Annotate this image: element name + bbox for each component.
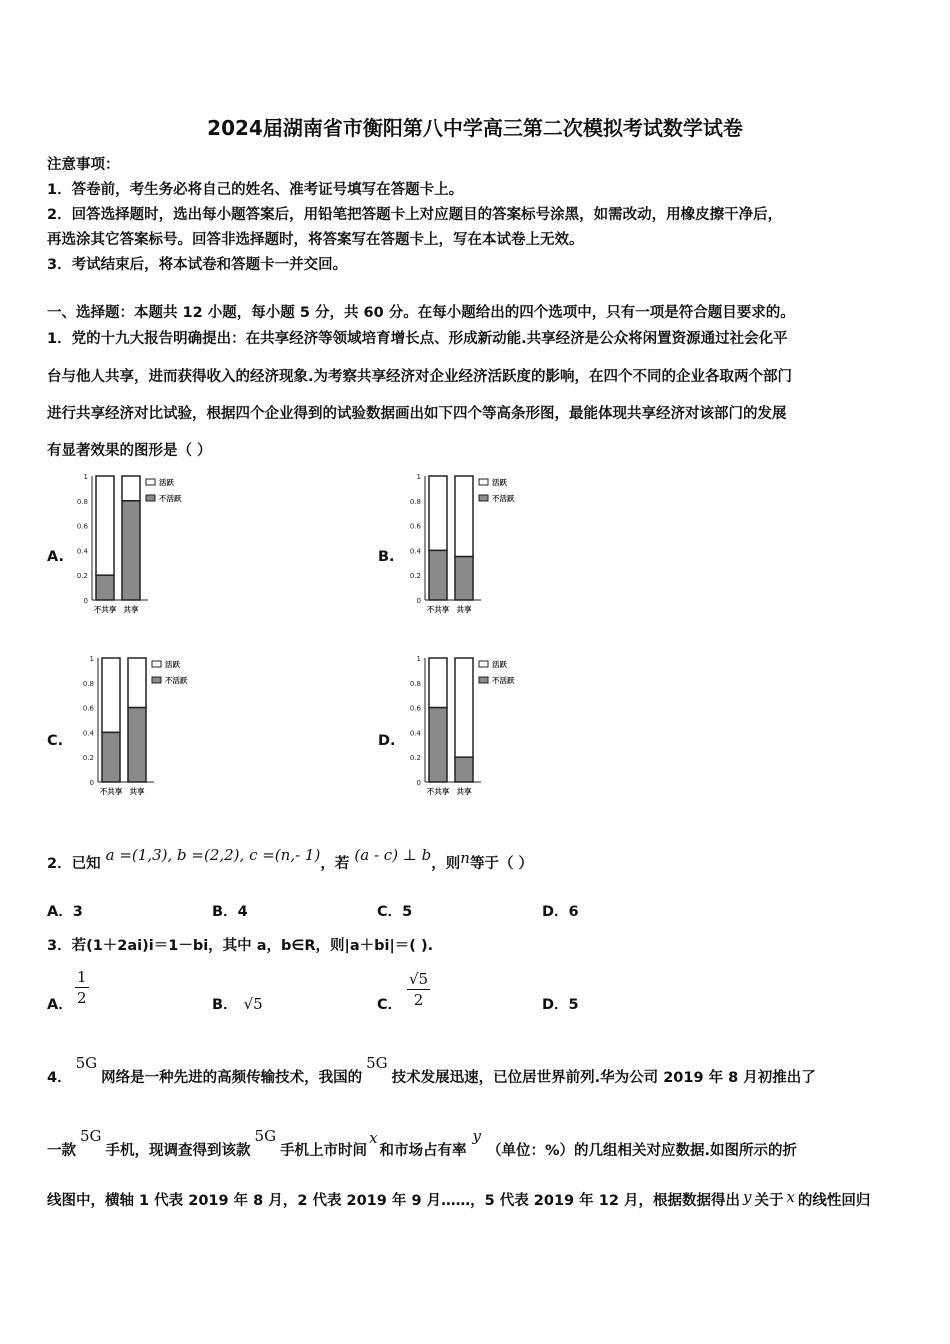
- x-tick-label: 共享: [456, 605, 472, 614]
- y-tick-label: 0: [83, 597, 88, 605]
- q3-option-b[interactable]: B． √5: [212, 995, 263, 1013]
- q4-line-1: 4．5G网络是一种先进的高频传输技术，我国的5G技术发展迅速，已位居世界前列.华为公司 2019 年 8 月初推出了: [47, 1054, 816, 1086]
- y-tick-label: 0.2: [76, 572, 88, 581]
- q1-option-label: C.: [47, 733, 64, 749]
- q2-option-b[interactable]: B．4: [212, 904, 248, 920]
- x-tick-label: 不共享: [93, 605, 117, 614]
- q1-line: 进行共享经济对比试验，根据四个企业得到的试验数据画出如下四个等高条形图，最能体现共享经济对该部门的发展: [47, 406, 787, 422]
- chart-a: [72, 468, 202, 618]
- bar-active: [429, 658, 447, 708]
- legend-label: 活跃: [492, 478, 507, 487]
- y-tick-label: 0.4: [82, 729, 94, 738]
- notice-item: 2．回答选择题时，选出每小题答案后，用铅笔把答题卡上对应题目的答案标号涂黑，如需改动，用橡皮擦干净后，: [47, 207, 783, 223]
- x-tick-label: 共享: [123, 605, 139, 614]
- q3-stem: 3．若(1＋2ai)i＝1－bi，其中 a，b∈R，则|a＋bi|＝( ).: [47, 938, 434, 954]
- q2-mid: ，若: [320, 856, 350, 872]
- q1-option-label: A.: [47, 549, 64, 565]
- y-tick-label: 1: [416, 473, 421, 481]
- q4-x: x: [786, 1188, 795, 1206]
- y-tick-label: 0.6: [82, 704, 94, 713]
- legend-swatch-active: [479, 479, 488, 485]
- y-tick-label: 0: [89, 779, 94, 787]
- chart-b: [405, 468, 535, 618]
- bar-inactive: [102, 732, 120, 782]
- y-tick-label: 0.4: [409, 729, 421, 738]
- q2-prefix: 2．已知: [47, 856, 101, 872]
- y-tick-label: 0: [416, 779, 421, 787]
- legend-label: 不活跃: [159, 494, 182, 503]
- bar-inactive: [455, 557, 473, 600]
- legend-swatch-inactive: [146, 495, 155, 501]
- bar-active: [96, 476, 114, 575]
- bar-inactive: [455, 757, 473, 782]
- y-tick-label: 0.8: [82, 679, 94, 688]
- q4-line-2: 一款5G手机，现调查得到该款5G手机上市时间x和市场占有率y（单位：%）的几组相关对应数据.如图所示的折: [47, 1127, 798, 1159]
- bar-active: [455, 476, 473, 557]
- notice-item: 3．考试结束后，将本试卷和答题卡一并交回。: [47, 257, 348, 273]
- q2-option-d[interactable]: D．6: [542, 904, 579, 920]
- q1-option-label: B.: [378, 549, 395, 565]
- bar-active: [429, 476, 447, 550]
- q3-option-c[interactable]: C．: [377, 997, 403, 1013]
- legend-swatch-active: [479, 661, 488, 667]
- y-tick-label: 0.2: [409, 754, 421, 763]
- legend-label: 活跃: [165, 660, 180, 669]
- y-tick-label: 0.6: [409, 704, 421, 713]
- bar-active: [102, 658, 120, 732]
- legend-swatch-inactive: [479, 495, 488, 501]
- x-tick-label: 共享: [456, 787, 472, 796]
- y-tick-label: 0.2: [82, 754, 94, 763]
- bar-inactive: [96, 575, 114, 600]
- bar-active: [122, 476, 140, 501]
- bar-inactive: [122, 501, 140, 600]
- x-tick-label: 不共享: [426, 787, 450, 796]
- q1-line: 台与他人共享，进而获得收入的经济现象.为考察共享经济对企业经济活跃度的影响，在四个不同的企业各取两个部门: [47, 369, 793, 385]
- q3-option-c-fraction: $\frac{√5}{2}$: [409, 970, 429, 1009]
- x-tick-label: 不共享: [99, 787, 123, 796]
- y-tick-label: 0.6: [76, 522, 88, 531]
- q2-condition: (a - c) ⊥ b: [354, 846, 432, 864]
- legend-label: 活跃: [492, 660, 507, 669]
- q4-tag: 5G: [75, 1054, 98, 1072]
- bar-active: [455, 658, 473, 757]
- y-tick-label: 0.2: [409, 572, 421, 581]
- x-tick-label: 共享: [129, 787, 145, 796]
- legend-label: 不活跃: [492, 676, 515, 685]
- chart-c: [78, 650, 208, 800]
- y-tick-label: 1: [416, 655, 421, 663]
- legend-swatch-inactive: [152, 677, 161, 683]
- q4-x: x: [369, 1129, 378, 1147]
- q3-option-a-fraction: $\frac{1}{2}$: [77, 968, 87, 1007]
- legend-swatch-inactive: [479, 677, 488, 683]
- bar-inactive: [128, 708, 146, 782]
- legend-label: 活跃: [159, 478, 174, 487]
- q4-tag: 5G: [80, 1127, 102, 1145]
- legend-label: 不活跃: [492, 494, 515, 503]
- q2-suffix: 等于（ ）: [469, 856, 534, 872]
- y-tick-label: 0.8: [409, 679, 421, 688]
- bar-inactive: [429, 708, 447, 782]
- q1-option-label: D.: [378, 733, 396, 749]
- legend-label: 不活跃: [165, 676, 188, 685]
- q2-mid2: ，则: [431, 856, 461, 872]
- q2-option-c[interactable]: C．5: [377, 904, 413, 920]
- q2-var: n: [460, 849, 470, 867]
- q3-option-d[interactable]: D．5: [542, 997, 579, 1013]
- y-tick-label: 1: [83, 473, 88, 481]
- y-tick-label: 0.8: [409, 497, 421, 506]
- bar-active: [128, 658, 146, 708]
- bar-inactive: [429, 550, 447, 600]
- q4-line-3: 线图中，横轴 1 代表 2019 年 8 月，2 代表 2019 年 9 月……，5 代表 2019 年 12 月，根据数据得出 y 关于 x 的线性回归: [47, 1188, 871, 1209]
- legend-swatch-active: [152, 661, 161, 667]
- y-tick-label: 0.6: [409, 522, 421, 531]
- q4-tag: 5G: [366, 1054, 388, 1072]
- q4-y: y: [742, 1188, 752, 1206]
- y-tick-label: 0.4: [409, 547, 421, 556]
- page-title: 2024届湖南省市衡阳第八中学高三第二次模拟考试数学试卷: [207, 116, 743, 140]
- y-tick-label: 0: [416, 597, 421, 605]
- y-tick-label: 0.8: [76, 497, 88, 506]
- q1-line: 1．党的十九大报告明确提出：在共享经济等领域培育增长点、形成新动能.共享经济是公众将闲置资源通过社会化平: [47, 331, 788, 347]
- notice-item: 1．答卷前，考生务必将自己的姓名、准考证号填写在答题卡上。: [47, 182, 464, 198]
- section-heading: 一、选择题：本题共 12 小题，每小题 5 分，共 60 分。在每小题给出的四个选项中，只有一项是符合题目要求的。: [47, 305, 795, 321]
- q4-tag: 5G: [254, 1127, 277, 1145]
- legend-swatch-active: [146, 479, 155, 485]
- chart-d: [405, 650, 535, 800]
- notice-item: 再选涂其它答案标号。回答非选择题时，将答案写在答题卡上，写在本试卷上无效。: [47, 232, 584, 248]
- x-tick-label: 不共享: [426, 605, 450, 614]
- notice-heading: 注意事项：: [47, 157, 120, 173]
- q2-stem: [47, 846, 534, 873]
- y-tick-label: 1: [89, 655, 94, 663]
- q2-vectors: a =(1,3), b =(2,2), c =(n,- 1): [105, 846, 321, 864]
- q1-line: 有显著效果的图形是（ ）: [47, 443, 212, 459]
- q2-option-a[interactable]: A．3: [47, 904, 83, 920]
- y-tick-label: 0.4: [76, 547, 88, 556]
- q4-y: y: [472, 1127, 482, 1145]
- q3-option-a[interactable]: A．: [47, 997, 73, 1013]
